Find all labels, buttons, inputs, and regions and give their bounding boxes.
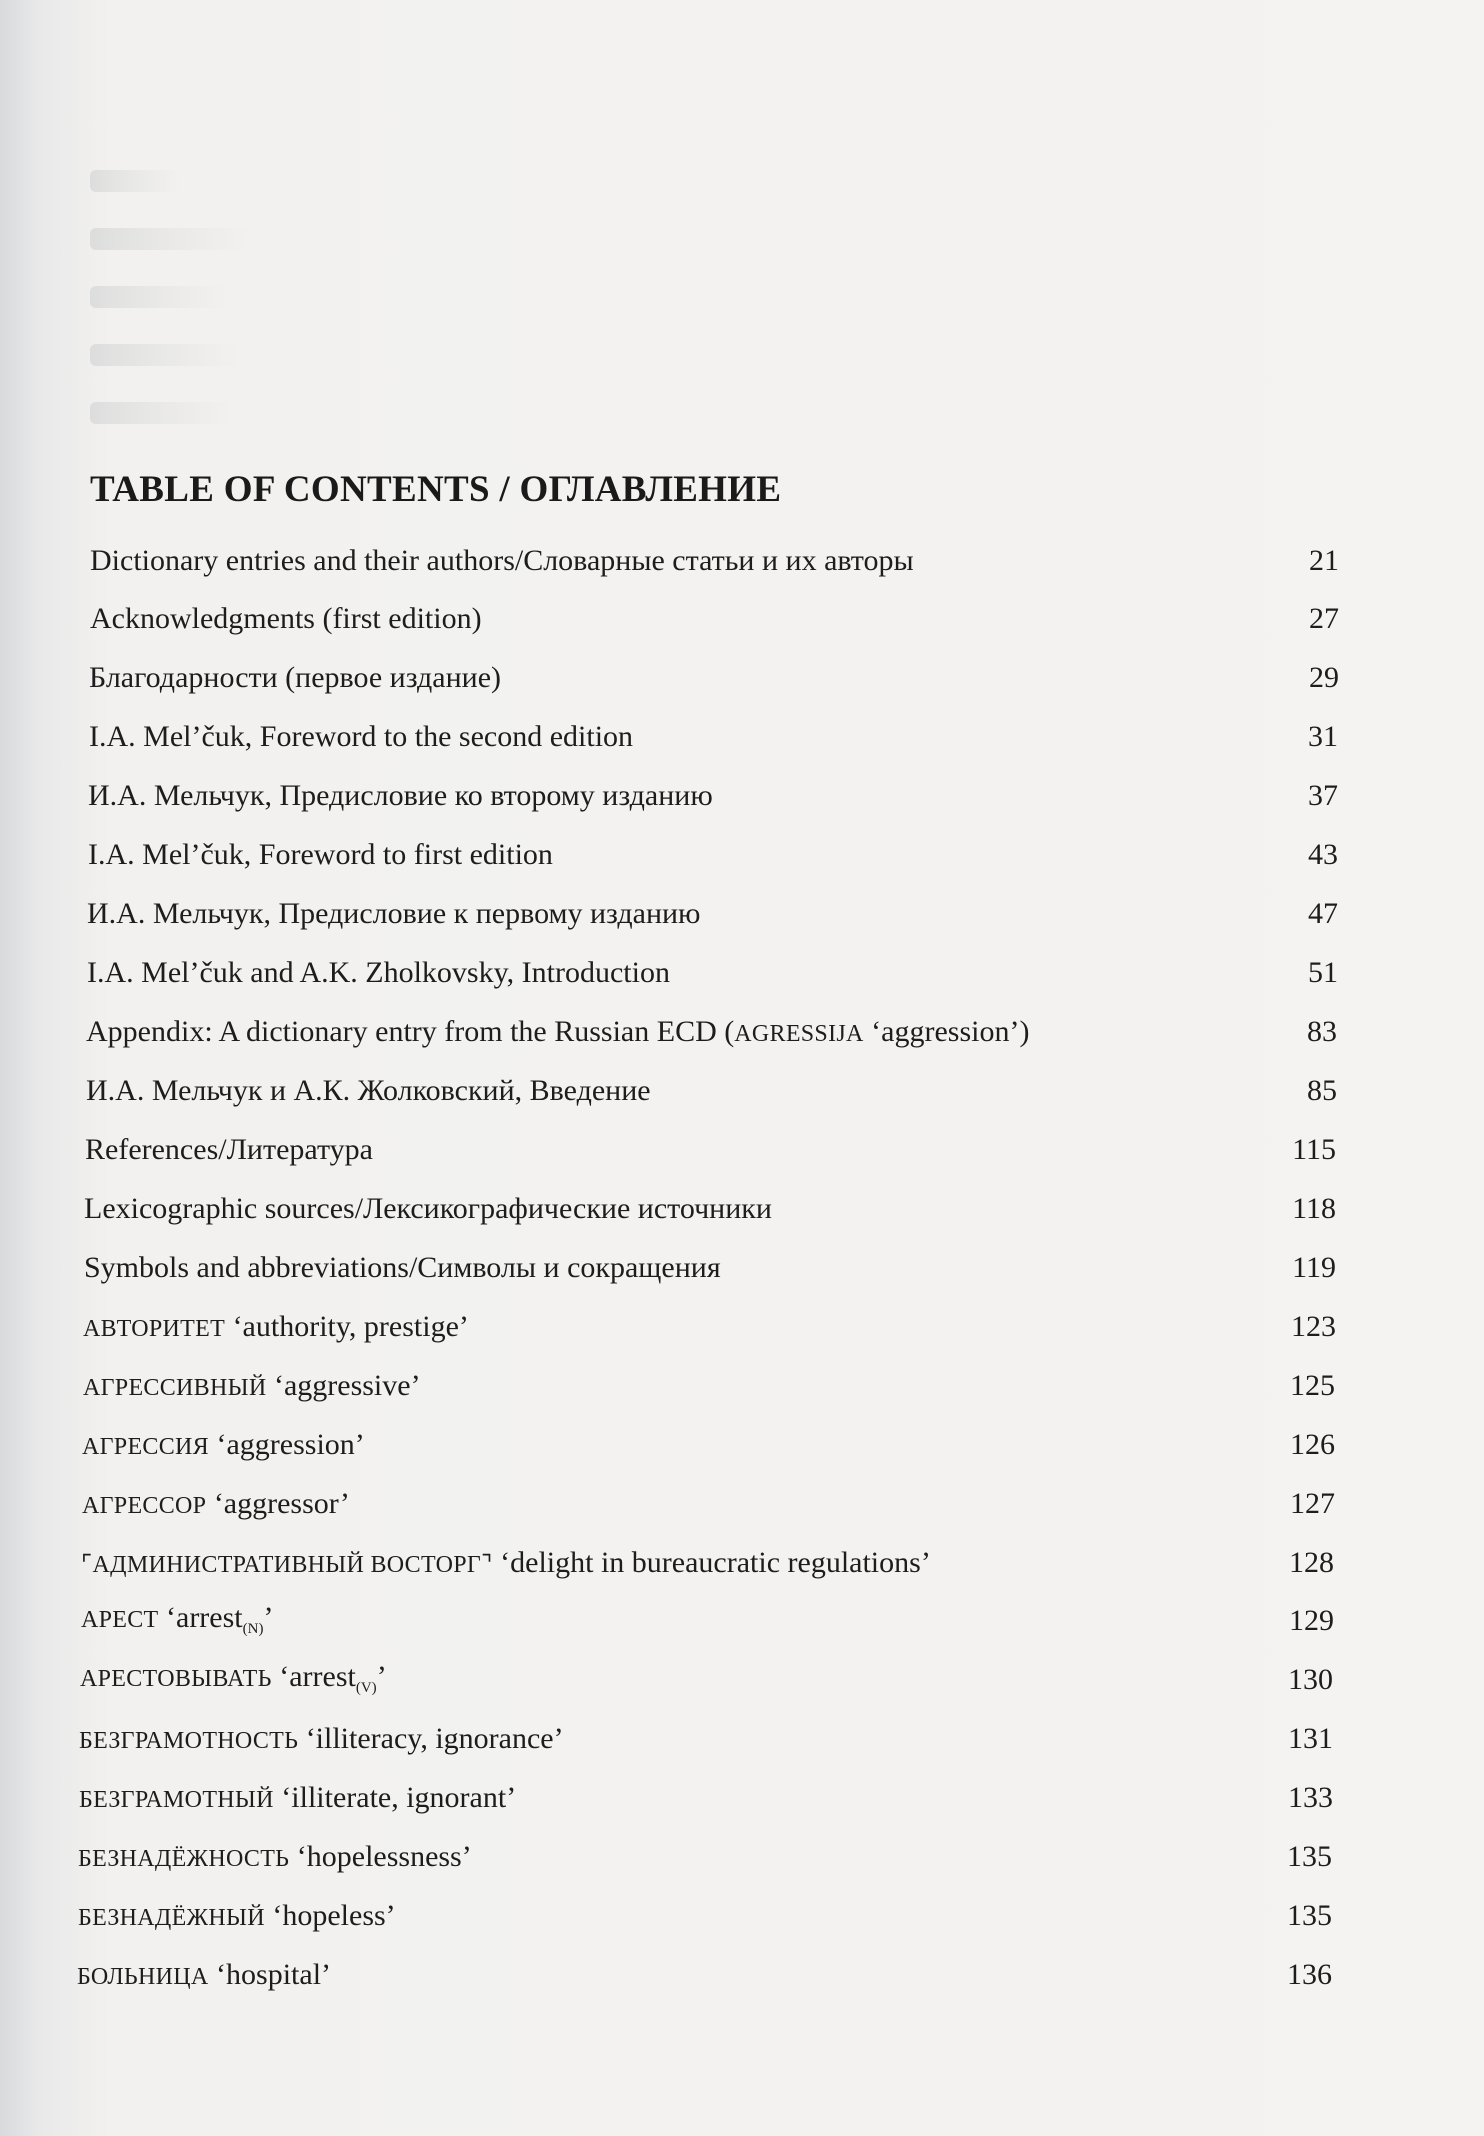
toc-entry-headword: БЕЗГРАМОТНОСТЬ — [79, 1728, 299, 1754]
toc-entry-page: 47 — [1308, 897, 1338, 930]
toc-entry — [0, 1718, 1484, 1762]
toc-entry-label — [78, 1899, 396, 1933]
toc-entry-page: 126 — [1290, 1428, 1335, 1461]
toc-entry-page: 21 — [1309, 544, 1339, 577]
toc-entry-page: 128 — [1289, 1546, 1334, 1579]
toc-entry — [0, 1954, 1484, 1998]
toc-entry — [0, 1306, 1484, 1350]
toc-entry-page: 125 — [1290, 1369, 1335, 1402]
toc-entry-label: Acknowledgments (first edition) — [90, 602, 482, 635]
toc-entry-label — [80, 1660, 387, 1697]
toc-entry — [0, 1483, 1484, 1527]
toc-entry-label — [79, 1722, 564, 1756]
toc-entry-label — [81, 1546, 931, 1580]
toc-entry-label: I.A. Mel’čuk, Foreword to first edition — [88, 838, 553, 871]
toc-entry-label: И.А. Мельчук, Предисловие ко второму изданию — [88, 779, 713, 812]
toc-entry-label — [77, 1958, 331, 1992]
toc-entry-page: 136 — [1287, 1958, 1332, 1991]
toc-entry-page: 37 — [1308, 779, 1338, 812]
toc-entry-headword: АВТОРИТЕТ — [83, 1316, 226, 1342]
toc-entry-label-text: Appendix: A dictionary entry from the Russian ECD ( — [86, 1015, 735, 1048]
toc-entry-label — [78, 1840, 472, 1874]
toc-entry-page: 85 — [1307, 1074, 1337, 1107]
toc-entry-headword: AGRESSIJA — [734, 1021, 864, 1047]
toc-entry-page: 135 — [1287, 1840, 1332, 1873]
toc-entry-headword: АРЕСТОВЫВАТЬ — [80, 1666, 272, 1692]
toc-entry-label — [79, 1781, 516, 1815]
toc-entry-headword: БЕЗНАДЁЖНОСТЬ — [78, 1846, 290, 1872]
toc-entry-page: 131 — [1288, 1722, 1333, 1755]
toc-entry-label: Symbols and abbreviations/Символы и сокращения — [84, 1251, 721, 1284]
toc-entry-page: 27 — [1309, 602, 1339, 635]
toc-entry-label: Благодарности (первое издание) — [89, 661, 502, 694]
toc-entry-label — [83, 1369, 421, 1403]
toc-entry-page: 123 — [1291, 1310, 1336, 1343]
toc-entry-gloss: ‘hospital’ — [208, 1958, 332, 1991]
toc-entry-page: 135 — [1287, 1899, 1332, 1932]
toc-entry — [0, 1600, 1484, 1644]
toc-entry — [0, 1011, 1484, 1055]
toc-entry-gloss: ‘aggression’ — [208, 1428, 365, 1461]
toc-entry-gloss: ‘arrest — [158, 1601, 243, 1634]
toc-entry-gloss-end: ’ — [376, 1660, 387, 1693]
toc-entry-page: 115 — [1292, 1133, 1336, 1166]
toc-entry-headword: АРЕСТ — [81, 1607, 159, 1633]
toc-entry — [0, 657, 1484, 701]
toc-entry — [0, 893, 1484, 937]
toc-entry-gloss: ‘delight in bureaucratic regulations’ — [492, 1546, 931, 1579]
toc-entry-page: 31 — [1308, 720, 1338, 753]
toc-entry-page: 51 — [1308, 956, 1338, 989]
toc-entry-label: I.A. Mel’čuk and A.K. Zholkovsky, Introduction — [87, 956, 670, 989]
toc-entry-page: 129 — [1289, 1604, 1334, 1637]
toc-entry-page: 29 — [1309, 661, 1339, 694]
toc-entry-gloss: ‘illiteracy, ignorance’ — [298, 1722, 564, 1755]
toc-entry-gloss: ‘aggressor’ — [206, 1487, 350, 1520]
toc-entry-label — [82, 1487, 350, 1521]
toc-entry — [0, 1424, 1484, 1468]
toc-entry-label — [81, 1601, 273, 1638]
toc-entry-gloss-subscript: (N) — [242, 1621, 264, 1637]
toc-entry-headword: БЕЗНАДЁЖНЫЙ — [78, 1905, 265, 1931]
toc-entry-gloss: ‘aggressive’ — [266, 1369, 421, 1402]
toc-entry-page: 127 — [1290, 1487, 1335, 1520]
toc-entry-label — [82, 1428, 365, 1462]
toc-entry-label — [86, 1015, 1029, 1049]
toc-entry-label: I.A. Mel’čuk, Foreword to the second edition — [89, 720, 634, 753]
toc-entry-label: References/Литература — [85, 1133, 373, 1166]
toc-entry — [0, 1895, 1484, 1939]
toc-entry-page: 119 — [1292, 1251, 1336, 1284]
toc-entry-label: И.А. Мельчук и А.К. Жолковский, Введение — [86, 1074, 651, 1107]
toc-entry — [0, 1188, 1484, 1232]
toc-entry — [0, 834, 1484, 878]
toc-entry-headword: АГРЕССОР — [82, 1493, 207, 1519]
toc-entry-gloss: ‘illiterate, ignorant’ — [273, 1781, 517, 1814]
toc-entry — [0, 1659, 1484, 1703]
toc-entry-gloss-end: ’ — [263, 1601, 274, 1634]
toc-entry-headword: АГРЕССИВНЫЙ — [83, 1375, 267, 1401]
toc-entry-headword: ⌜АДМИНИСТРАТИВНЫЙ ВОСТОРГ⌝ — [81, 1552, 493, 1578]
toc-entry-label-text: ‘aggression’) — [863, 1015, 1030, 1048]
toc-entry — [0, 1542, 1484, 1586]
toc-entry — [0, 1070, 1484, 1114]
toc-entry — [0, 952, 1484, 996]
toc-entry — [0, 1836, 1484, 1880]
toc-entry-gloss: ‘hopelessness’ — [289, 1840, 472, 1873]
toc-entry-headword: БОЛЬНИЦА — [77, 1964, 209, 1990]
toc-entry — [0, 1247, 1484, 1291]
toc-entry-label — [83, 1310, 469, 1344]
toc-entry-page: 83 — [1307, 1015, 1337, 1048]
toc-entry-headword: БЕЗГРАМОТНЫЙ — [79, 1787, 274, 1813]
toc-entry — [0, 1777, 1484, 1821]
toc-entry-gloss: ‘hopeless’ — [264, 1899, 396, 1932]
toc-entry-page: 130 — [1288, 1663, 1333, 1696]
toc-entry — [0, 775, 1484, 819]
toc-entry — [0, 1129, 1484, 1173]
toc-entry-gloss: ‘arrest — [271, 1660, 356, 1693]
toc-entry-gloss-subscript: (V) — [355, 1680, 377, 1696]
toc-entry-label: Dictionary entries and their authors/Словарные статьи и их авторы — [90, 544, 914, 577]
toc-entry — [0, 1365, 1484, 1409]
toc-entry-headword: АГРЕССИЯ — [82, 1434, 209, 1460]
toc-entry-page: 133 — [1288, 1781, 1333, 1814]
toc-entry-page: 118 — [1292, 1192, 1336, 1225]
toc-entry-label: И.А. Мельчук, Предисловие к первому изданию — [87, 897, 701, 930]
toc-entry — [0, 540, 1484, 584]
toc-entry-page: 43 — [1308, 838, 1338, 871]
toc-entry — [0, 716, 1484, 760]
toc-entry-label: Lexicographic sources/Лексикографические источники — [84, 1192, 772, 1225]
toc-entry — [0, 598, 1484, 642]
toc-entry-gloss: ‘authority, prestige’ — [225, 1310, 469, 1343]
toc-title: TABLE OF CONTENTS / ОГЛАВЛЕНИЕ — [90, 469, 782, 510]
